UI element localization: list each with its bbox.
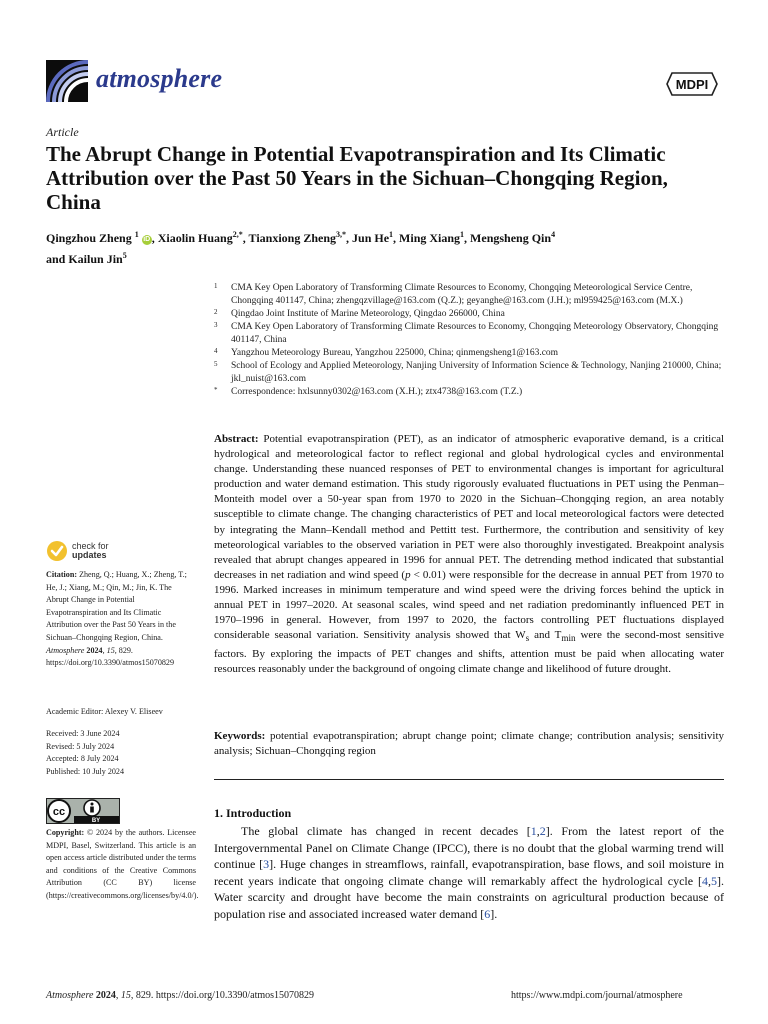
date-revised: Revised: 5 July 2024 xyxy=(46,741,115,751)
author-name[interactable]: Qingzhou Zheng xyxy=(46,231,132,245)
section-divider xyxy=(214,779,724,780)
citation-label: Citation: xyxy=(46,570,78,579)
reference-link[interactable]: 4 xyxy=(702,873,708,888)
reference-link[interactable]: 3 xyxy=(263,857,270,871)
abstract-label: Abstract: xyxy=(214,433,259,445)
copyright-label: Copyright: xyxy=(46,828,85,837)
atmosphere-logo-icon xyxy=(46,60,88,102)
check-updates-icon xyxy=(46,540,68,562)
affiliations xyxy=(214,282,724,399)
journal-name: atmosphere xyxy=(96,64,223,93)
check-updates-text: updates xyxy=(72,550,107,560)
affiliation-item: 2 Qingdao Joint Institute of Marine Meteorology, Qingdao 266000, China xyxy=(214,308,505,319)
author-name[interactable]: Mengsheng Qin xyxy=(470,231,552,245)
section-heading: 1. Introduction xyxy=(214,806,292,820)
date-published: Published: 10 July 2024 xyxy=(46,766,125,776)
keywords-label: Keywords: xyxy=(214,730,266,742)
author-name[interactable]: Ming Xiang xyxy=(399,231,461,245)
orcid-icon[interactable]: iD xyxy=(143,236,151,243)
cc-by-license-badge[interactable] xyxy=(46,798,120,824)
affiliation-item: 5 School of Ecology and Applied Meteorology, Nanjing University of Information Science & Technology, Nanjing 210000, China; jkl_nuist@163.com xyxy=(214,360,722,384)
cc-icon: cc xyxy=(52,806,66,818)
author-name[interactable]: Jun He xyxy=(352,231,390,245)
author-affiliation-ref: 3,* xyxy=(336,230,347,239)
mdpi-logo xyxy=(666,72,718,96)
reference-link[interactable]: 5 xyxy=(711,873,717,888)
author-affiliation-ref: 4 xyxy=(551,230,556,239)
intro-paragraph: The global climate has changed in recent decades [1,2]. From the latest report of the Intergovernmental Panel on Climate Change (IPCC), there is no doubt that the global warming trend will continue [3]. Huge changes in streamflows, rainfall, evapotranspiration, base flows, and soil moisture in recent years indicate that ongoing climate change will remarkably affect the hydrological cycle [4,5]. Water scarcity and drought have become the main constraints on agricultural production because of population rise and associated increased water demand [6]. xyxy=(214,824,724,921)
date-received: Received: 3 June 2024 xyxy=(46,729,120,738)
reference-link[interactable]: 2 xyxy=(539,824,546,838)
publication-dates xyxy=(46,728,196,778)
citation-block: Citation: Zheng, Q.; Huang, X.; Zheng, T.; He, J.; Xiang, M.; Qin, M.; Jin, K. The Abrupt Change in Potential Evapotranspiration and Its Climatic Attribution over the Past 50 Years in the Sichuan–Chongqing Region, China. Atmosphere 2024, 15, 829. https://doi.org/10.3390/atmos15070829 xyxy=(46,570,187,668)
affiliation-item: 4 Yangzhou Meteorology Bureau, Yangzhou 225000, China; qinmengsheng1@163.com xyxy=(214,347,559,358)
mdpi-logo-text: MDPI xyxy=(675,77,709,92)
copyright-notice: Copyright: © 2024 by the authors. Licensee MDPI, Basel, Switzerland. This article is an open access article distributed under the terms and conditions of the Creative Commons Attribution (CC BY) license (https://creativecommons.org/licenses/by/4.0/). xyxy=(46,828,199,900)
author-name[interactable]: Tianxiong Zheng xyxy=(248,231,337,245)
author-affiliation-ref: 1 xyxy=(460,230,465,239)
reference-link[interactable]: 1 xyxy=(530,824,537,838)
author-name[interactable]: Xiaolin Huang xyxy=(157,231,233,245)
article-title: The Abrupt Change in Potential Evapotranspiration and Its Climatic Attribution over the Past 50 Years in the Sichuan–Chongqing Region, China xyxy=(46,142,668,214)
check-updates-text: check for xyxy=(72,541,109,551)
correspondence: * Correspondence: hxlsunny0302@163.com (X.H.); ztx4738@163.com (T.Z.) xyxy=(214,386,523,397)
footer-journal-url[interactable]: https://www.mdpi.com/journal/atmosphere xyxy=(511,990,683,1001)
date-accepted: Accepted: 8 July 2024 xyxy=(46,754,119,764)
author-affiliation-ref: 1 xyxy=(134,230,139,239)
author-name[interactable]: and Kailun Jin xyxy=(46,252,123,266)
keywords: Keywords: potential evapotranspiration; abrupt change point; climate change; contribution analysis; sensitivity analysis; Sichuan–Chongqing region xyxy=(214,730,725,758)
academic-editor: Academic Editor: Alexey V. Eliseev xyxy=(46,707,163,716)
affiliation-item: 3 CMA Key Open Laboratory of Transforming Climate Resources to Economy, Chongqing Meteorology Observatory, Chongqing 401147, China xyxy=(214,321,719,345)
author-affiliation-ref: 2,* xyxy=(232,230,243,239)
footer-citation: Atmosphere 2024, 15, 829. https://doi.org/10.3390/atmos15070829 xyxy=(46,990,315,1001)
reference-link[interactable]: 6 xyxy=(484,906,491,921)
article-type: Article xyxy=(46,125,79,139)
author-list: Qingzhou Zheng $^1$ iD , Xiaolin Huang$^{2,*}$, Tianxiong Zheng$^{3,*}$, Jun He$^1$, Ming Xiang$^1$, Mengsheng Qin$^4$ and Kailun Jin$^5$ xyxy=(46,230,556,266)
affiliation-item: 1 CMA Key Open Laboratory of Transforming Climate Resources to Economy, Chongqing Meteorological Service Centre, Chongqing 401147, China; zhengqzvillage@163.com (Q.Z.); geyanghe@163.com (J.H.); ml959425@163.com (M.X.) xyxy=(214,282,693,306)
abstract: Abstract: Potential evapotranspiration (PET), as an indicator of atmospheric evaporative demand, is a critical hydrological and meteorological factor to reflect regional and global hydrological cycles and environmental change. Understanding these nuanced responses of PET to environmental changes is important for agricultural production and water demand estimation. This study rigorously evaluated fluctuations in PET using the Penman–Monteith model over a 50-year span from 1970 to 2020 in the Sichuan–Chongqing region, an area notably susceptible to climate change. The changing characteristics of PET and local meteorological factors were detected by integrating the Mann–Kendall method and Pettitt test. Furthermore, the contribution and sensitivity of key meteorological variables to the observed variation in PET were also thoroughly investigated. Breakpoint analysis revealed that abrupt changes appeared in 1996 for annual PET. The detrending method indicated that substantial decreases in net radiation and wind speed (p < 0.01) were responsible for the decrease in annual PET from 1970 to 1996. Marked increases in minimum temperature and wind speed were the driving forces behind the uptick in annual PET in 1997–2020. At seasonal scales, wind speed and net radiation predominantly influenced PET in 1970–1996 in general. However, from 1997 to 2020, the factors controlling PET fluctuations displayed considerable seasonal variation. Sensitivity analysis showed that $W_s$ and $T_{min}$ were the second-most sensitive factors. By exploring the impacts of PET changes and shifts, attention must be paid when allocating water resources reasonably under the background of ongoing climate change and likelihood of future drought. xyxy=(214,433,725,675)
check-for-updates-button[interactable] xyxy=(46,540,166,566)
author-affiliation-ref: 1 xyxy=(389,230,394,239)
author-affiliation-ref: 5 xyxy=(122,251,127,260)
by-icon: BY xyxy=(91,818,101,824)
